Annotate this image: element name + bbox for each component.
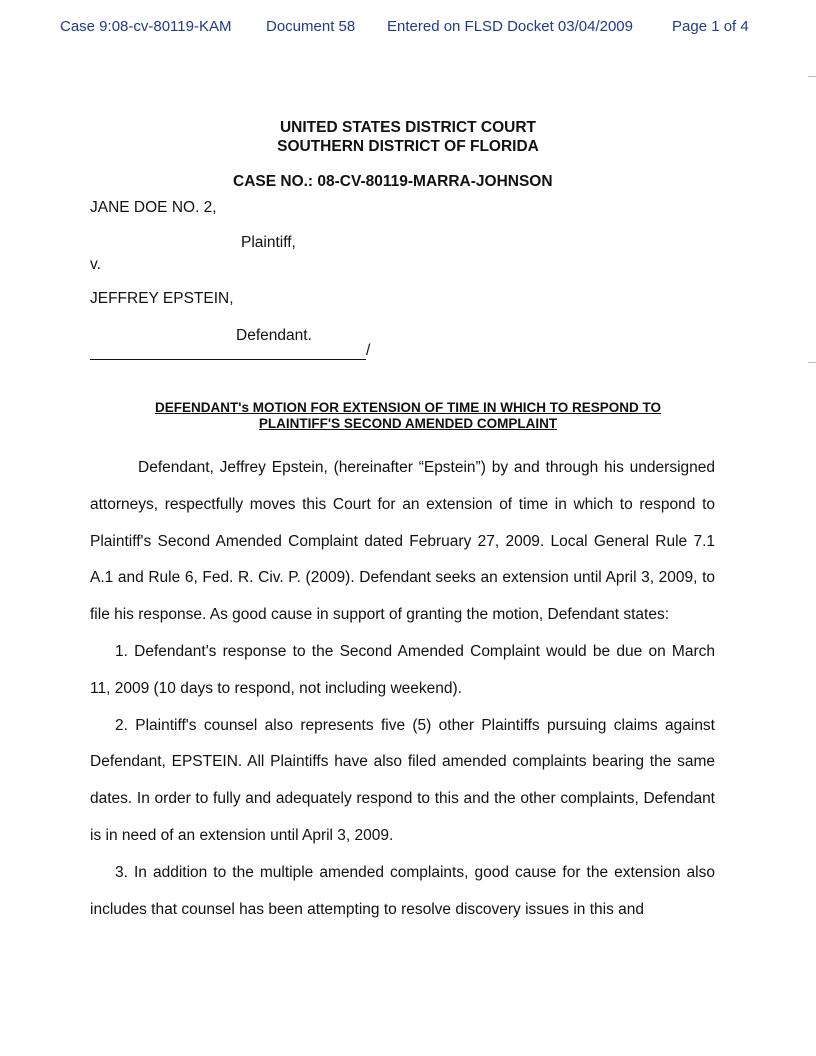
defendant-role: Defendant.	[236, 327, 312, 344]
scan-edge-mark	[808, 76, 816, 77]
court-heading	[0, 118, 816, 156]
court-name: UNITED STATES DISTRICT COURT	[279, 119, 537, 136]
defendant-name: JEFFREY EPSTEIN,	[90, 290, 234, 307]
caption-underline	[90, 343, 366, 360]
numbered-paragraph-2: 2. Plaintiff's counsel also represents five (5) other Plaintiffs pursuing claims against Defendant, EPSTEIN. All Plaintiffs have also filed amended complaints bearing the same dates. In order to fully and adequately respond to this and the other complaints, Defendant is in need of an extension until April 3, 2009.	[90, 716, 715, 844]
header-entered-date: Entered on FLSD Docket 03/04/2009	[387, 18, 633, 35]
intro-paragraph: Defendant, Jeffrey Epstein, (hereinafter “Epstein”) by and through his undersigned attorneys, respectfully moves this Court for an extension of time in which to respond to Plaintiff's Second Amended Complaint dated February 27, 2009. Local General Rule 7.1 A.1 and Rule 6, Fed. R. Civ. P. (2009). Defendant seeks an extension until April 3, 2009, to file his response. As good cause in support of granting the motion, Defendant states:	[90, 459, 715, 624]
plaintiff-role: Plaintiff,	[241, 234, 296, 251]
numbered-paragraph-1: 1. Defendant's response to the Second Amended Complaint would be due on March 11, 2009 (10 days to respond, not including weekend).	[90, 642, 715, 697]
motion-title	[90, 400, 726, 432]
motion-title-line1: DEFENDANT's MOTION FOR EXTENSION OF TIME IN WHICH TO RESPOND TO	[155, 400, 661, 415]
header-document-number: Document 58	[266, 18, 356, 35]
header-page-number: Page 1 of 4	[672, 18, 749, 35]
plaintiff-name: JANE DOE NO. 2,	[90, 199, 217, 216]
versus: v.	[90, 256, 101, 273]
caption-rule	[90, 342, 370, 360]
case-number: CASE NO.: 08-CV-80119-MARRA-JOHNSON	[233, 173, 553, 190]
caption-slash: /	[366, 342, 371, 359]
scan-edge-mark	[808, 362, 816, 363]
numbered-paragraph-3: 3. In addition to the multiple amended complaints, good cause for the extension also includes that counsel has been attempting to resolve discovery issues in this and	[90, 863, 715, 918]
header-case-number: Case 9:08-cv-80119-KAM	[60, 18, 232, 35]
court-district: SOUTHERN DISTRICT OF FLORIDA	[277, 138, 539, 155]
docket-header	[60, 18, 760, 35]
motion-title-line2: PLAINTIFF'S SECOND AMENDED COMPLAINT	[258, 416, 558, 431]
motion-body	[90, 450, 715, 928]
